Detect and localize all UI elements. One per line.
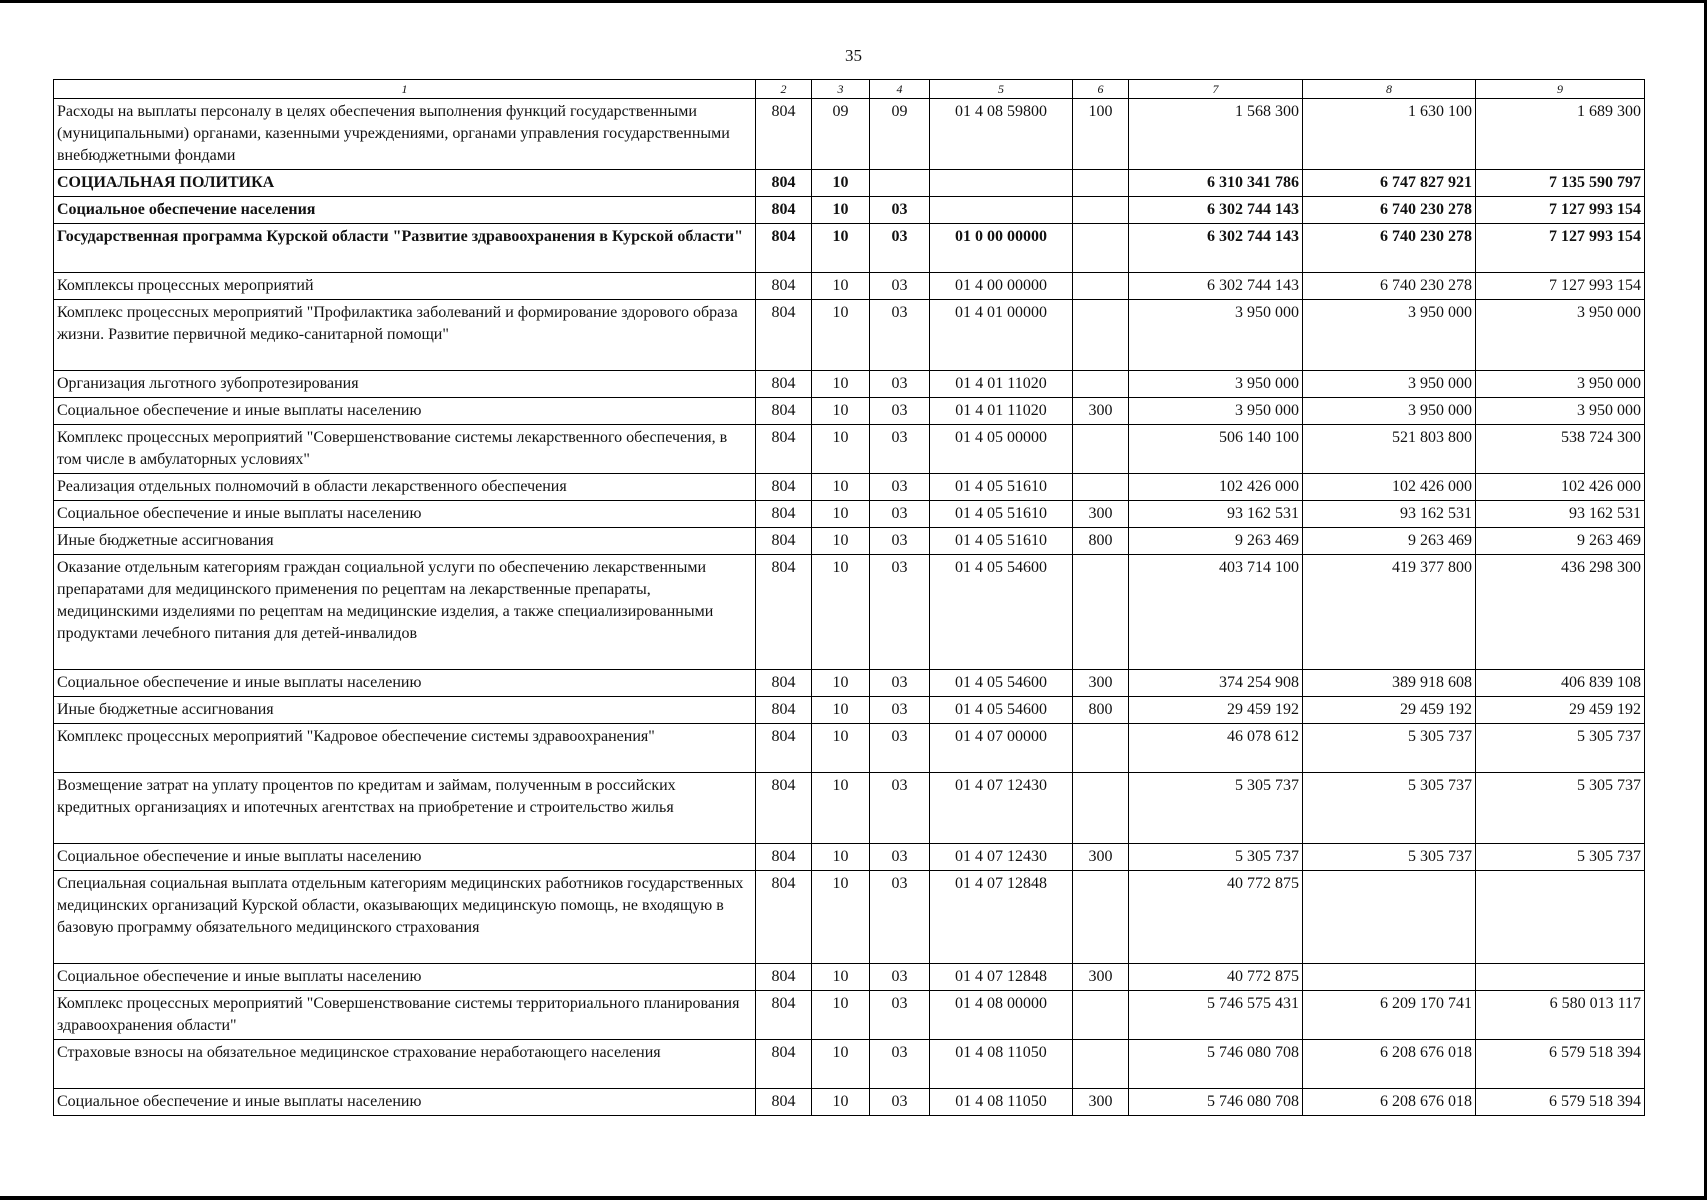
row-name-cell: Иные бюджетные ассигнования xyxy=(54,697,756,724)
row-name-cell: Реализация отдельных полномочий в области лекарственного обеспечения xyxy=(54,474,756,501)
target-article-cell: 01 4 05 54600 xyxy=(930,697,1073,724)
section-code-cell: 10 xyxy=(812,555,870,670)
row-name-cell: Организация льготного зубопротезирования xyxy=(54,371,756,398)
amount-year2-cell xyxy=(1303,964,1476,991)
section-code-cell: 10 xyxy=(812,371,870,398)
table-row xyxy=(54,197,1645,224)
section-code-cell: 10 xyxy=(812,724,870,773)
row-name-cell: Социальное обеспечение и иные выплаты населению xyxy=(54,670,756,697)
expense-type-cell xyxy=(1073,1040,1129,1089)
target-article-cell: 01 4 05 51610 xyxy=(930,474,1073,501)
grbs-code-cell: 804 xyxy=(756,697,812,724)
section-code-cell: 10 xyxy=(812,773,870,844)
expense-type-cell xyxy=(1073,371,1129,398)
amount-year2-cell: 5 305 737 xyxy=(1303,724,1476,773)
table-row xyxy=(54,991,1645,1040)
subsection-code-cell: 03 xyxy=(870,425,930,474)
subsection-code-cell: 03 xyxy=(870,555,930,670)
grbs-code-cell: 804 xyxy=(756,670,812,697)
amount-year3-cell: 9 263 469 xyxy=(1476,528,1645,555)
amount-year2-cell: 6 740 230 278 xyxy=(1303,273,1476,300)
row-name-cell: СОЦИАЛЬНАЯ ПОЛИТИКА xyxy=(54,170,756,197)
table-row xyxy=(54,501,1645,528)
amount-year2-cell: 3 950 000 xyxy=(1303,371,1476,398)
subsection-code-cell: 03 xyxy=(870,474,930,501)
row-name-cell: Социальное обеспечение населения xyxy=(54,197,756,224)
amount-year3-cell: 5 305 737 xyxy=(1476,724,1645,773)
expense-type-cell xyxy=(1073,474,1129,501)
section-code-cell: 10 xyxy=(812,501,870,528)
target-article-cell: 01 4 07 00000 xyxy=(930,724,1073,773)
header-cell: 9 xyxy=(1476,80,1645,99)
expense-type-cell: 300 xyxy=(1073,964,1129,991)
section-code-cell: 09 xyxy=(812,99,870,170)
expense-type-cell: 800 xyxy=(1073,697,1129,724)
amount-year1-cell: 5 305 737 xyxy=(1129,773,1303,844)
table-row xyxy=(54,425,1645,474)
target-article-cell: 01 4 01 11020 xyxy=(930,398,1073,425)
target-article-cell: 01 4 01 11020 xyxy=(930,371,1073,398)
amount-year1-cell: 374 254 908 xyxy=(1129,670,1303,697)
grbs-code-cell: 804 xyxy=(756,964,812,991)
row-name-cell: Комплекс процессных мероприятий "Совершенствование системы территориального планирования здравоохранения области" xyxy=(54,991,756,1040)
amount-year2-cell: 6 747 827 921 xyxy=(1303,170,1476,197)
grbs-code-cell: 804 xyxy=(756,425,812,474)
table-row xyxy=(54,844,1645,871)
amount-year1-cell: 403 714 100 xyxy=(1129,555,1303,670)
table-row xyxy=(54,871,1645,964)
grbs-code-cell: 804 xyxy=(756,197,812,224)
table-row xyxy=(54,99,1645,170)
section-code-cell: 10 xyxy=(812,528,870,555)
grbs-code-cell: 804 xyxy=(756,273,812,300)
subsection-code-cell: 09 xyxy=(870,99,930,170)
target-article-cell: 01 4 05 51610 xyxy=(930,501,1073,528)
scan-edge-top xyxy=(0,0,1707,3)
amount-year2-cell: 3 950 000 xyxy=(1303,398,1476,425)
amount-year1-cell: 5 305 737 xyxy=(1129,844,1303,871)
grbs-code-cell: 804 xyxy=(756,170,812,197)
amount-year3-cell: 102 426 000 xyxy=(1476,474,1645,501)
amount-year1-cell: 46 078 612 xyxy=(1129,724,1303,773)
target-article-cell: 01 4 05 54600 xyxy=(930,670,1073,697)
amount-year2-cell: 419 377 800 xyxy=(1303,555,1476,670)
target-article-cell: 01 4 00 00000 xyxy=(930,273,1073,300)
table-row xyxy=(54,273,1645,300)
section-code-cell: 10 xyxy=(812,697,870,724)
amount-year1-cell: 3 950 000 xyxy=(1129,371,1303,398)
amount-year3-cell: 7 135 590 797 xyxy=(1476,170,1645,197)
amount-year3-cell: 7 127 993 154 xyxy=(1476,273,1645,300)
grbs-code-cell: 804 xyxy=(756,1089,812,1116)
amount-year1-cell: 1 568 300 xyxy=(1129,99,1303,170)
subsection-code-cell: 03 xyxy=(870,224,930,273)
table-row xyxy=(54,300,1645,371)
subsection-code-cell: 03 xyxy=(870,871,930,964)
row-name-cell: Оказание отдельным категориям граждан социальной услуги по обеспечению лекарственными препаратами для медицинского применения по рецептам на лекарственные препараты, медицинскими изделиями по рецептам на медицинские изделия, а также специализированными продуктами лечебного питания для детей-инвалидов xyxy=(54,555,756,670)
header-cell: 2 xyxy=(756,80,812,99)
amount-year3-cell: 436 298 300 xyxy=(1476,555,1645,670)
table-row xyxy=(54,170,1645,197)
table-row xyxy=(54,528,1645,555)
expense-type-cell: 300 xyxy=(1073,844,1129,871)
grbs-code-cell: 804 xyxy=(756,300,812,371)
section-code-cell: 10 xyxy=(812,1089,870,1116)
amount-year3-cell: 29 459 192 xyxy=(1476,697,1645,724)
section-code-cell: 10 xyxy=(812,844,870,871)
amount-year2-cell xyxy=(1303,871,1476,964)
subsection-code-cell: 03 xyxy=(870,991,930,1040)
amount-year2-cell: 521 803 800 xyxy=(1303,425,1476,474)
grbs-code-cell: 804 xyxy=(756,773,812,844)
table-header-row xyxy=(54,80,1645,99)
table-row xyxy=(54,398,1645,425)
subsection-code-cell: 03 xyxy=(870,1040,930,1089)
section-code-cell: 10 xyxy=(812,300,870,371)
subsection-code-cell: 03 xyxy=(870,844,930,871)
section-code-cell: 10 xyxy=(812,425,870,474)
amount-year1-cell: 29 459 192 xyxy=(1129,697,1303,724)
expense-type-cell: 300 xyxy=(1073,501,1129,528)
amount-year1-cell: 9 263 469 xyxy=(1129,528,1303,555)
expense-type-cell: 300 xyxy=(1073,398,1129,425)
row-name-cell: Социальное обеспечение и иные выплаты населению xyxy=(54,844,756,871)
amount-year2-cell: 6 208 676 018 xyxy=(1303,1040,1476,1089)
amount-year1-cell: 40 772 875 xyxy=(1129,871,1303,964)
section-code-cell: 10 xyxy=(812,224,870,273)
amount-year1-cell: 93 162 531 xyxy=(1129,501,1303,528)
grbs-code-cell: 804 xyxy=(756,1040,812,1089)
header-cell: 6 xyxy=(1073,80,1129,99)
target-article-cell: 01 4 01 00000 xyxy=(930,300,1073,371)
subsection-code-cell: 03 xyxy=(870,724,930,773)
amount-year2-cell: 9 263 469 xyxy=(1303,528,1476,555)
subsection-code-cell: 03 xyxy=(870,964,930,991)
header-cell: 3 xyxy=(812,80,870,99)
subsection-code-cell: 03 xyxy=(870,197,930,224)
header-cell: 1 xyxy=(54,80,756,99)
target-article-cell: 01 4 07 12848 xyxy=(930,871,1073,964)
amount-year1-cell: 5 746 080 708 xyxy=(1129,1089,1303,1116)
target-article-cell: 01 4 07 12430 xyxy=(930,773,1073,844)
amount-year2-cell: 6 740 230 278 xyxy=(1303,224,1476,273)
target-article-cell: 01 4 07 12848 xyxy=(930,964,1073,991)
target-article-cell xyxy=(930,197,1073,224)
header-cell: 7 xyxy=(1129,80,1303,99)
expense-type-cell xyxy=(1073,724,1129,773)
expense-type-cell xyxy=(1073,425,1129,474)
amount-year1-cell: 5 746 575 431 xyxy=(1129,991,1303,1040)
amount-year1-cell: 6 302 744 143 xyxy=(1129,273,1303,300)
target-article-cell: 01 4 05 51610 xyxy=(930,528,1073,555)
amount-year3-cell: 93 162 531 xyxy=(1476,501,1645,528)
scan-edge-bottom xyxy=(0,1196,1707,1200)
amount-year3-cell: 5 305 737 xyxy=(1476,844,1645,871)
amount-year2-cell: 5 305 737 xyxy=(1303,844,1476,871)
expense-type-cell xyxy=(1073,991,1129,1040)
section-code-cell: 10 xyxy=(812,273,870,300)
section-code-cell: 10 xyxy=(812,871,870,964)
row-name-cell: Государственная программа Курской области "Развитие здравоохранения в Курской области" xyxy=(54,224,756,273)
header-cell: 8 xyxy=(1303,80,1476,99)
target-article-cell: 01 4 05 00000 xyxy=(930,425,1073,474)
amount-year3-cell: 538 724 300 xyxy=(1476,425,1645,474)
row-name-cell: Комплексы процессных мероприятий xyxy=(54,273,756,300)
subsection-code-cell xyxy=(870,170,930,197)
row-name-cell: Расходы на выплаты персоналу в целях обеспечения выполнения функций государственными (муниципальными) органами, казенными учреждениями, органами управления государственными внебюджетными фондами xyxy=(54,99,756,170)
subsection-code-cell: 03 xyxy=(870,398,930,425)
table-row xyxy=(54,697,1645,724)
amount-year3-cell: 3 950 000 xyxy=(1476,300,1645,371)
amount-year3-cell: 6 580 013 117 xyxy=(1476,991,1645,1040)
amount-year3-cell xyxy=(1476,871,1645,964)
section-code-cell: 10 xyxy=(812,197,870,224)
expense-type-cell xyxy=(1073,273,1129,300)
grbs-code-cell: 804 xyxy=(756,871,812,964)
table-row xyxy=(54,1089,1645,1116)
amount-year3-cell: 5 305 737 xyxy=(1476,773,1645,844)
target-article-cell: 01 4 05 54600 xyxy=(930,555,1073,670)
table-row xyxy=(54,773,1645,844)
amount-year1-cell: 3 950 000 xyxy=(1129,300,1303,371)
grbs-code-cell: 804 xyxy=(756,398,812,425)
header-cell: 4 xyxy=(870,80,930,99)
page-number: 35 xyxy=(845,46,862,65)
subsection-code-cell: 03 xyxy=(870,773,930,844)
expense-type-cell: 300 xyxy=(1073,1089,1129,1116)
amount-year3-cell: 6 579 518 394 xyxy=(1476,1089,1645,1116)
amount-year2-cell: 1 630 100 xyxy=(1303,99,1476,170)
expense-type-cell xyxy=(1073,224,1129,273)
amount-year3-cell: 1 689 300 xyxy=(1476,99,1645,170)
amount-year2-cell: 93 162 531 xyxy=(1303,501,1476,528)
table-row xyxy=(54,964,1645,991)
amount-year3-cell: 406 839 108 xyxy=(1476,670,1645,697)
target-article-cell: 01 4 08 11050 xyxy=(930,1040,1073,1089)
target-article-cell: 01 4 08 59800 xyxy=(930,99,1073,170)
row-name-cell: Комплекс процессных мероприятий "Кадровое обеспечение системы здравоохранения" xyxy=(54,724,756,773)
expense-type-cell: 300 xyxy=(1073,670,1129,697)
amount-year3-cell: 3 950 000 xyxy=(1476,398,1645,425)
amount-year3-cell: 3 950 000 xyxy=(1476,371,1645,398)
subsection-code-cell: 03 xyxy=(870,1089,930,1116)
subsection-code-cell: 03 xyxy=(870,371,930,398)
amount-year1-cell: 102 426 000 xyxy=(1129,474,1303,501)
expense-type-cell xyxy=(1073,300,1129,371)
section-code-cell: 10 xyxy=(812,991,870,1040)
grbs-code-cell: 804 xyxy=(756,474,812,501)
subsection-code-cell: 03 xyxy=(870,528,930,555)
amount-year2-cell: 6 208 676 018 xyxy=(1303,1089,1476,1116)
amount-year1-cell: 6 310 341 786 xyxy=(1129,170,1303,197)
subsection-code-cell: 03 xyxy=(870,697,930,724)
row-name-cell: Комплекс процессных мероприятий "Совершенствование системы лекарственного обеспечения, в том числе в амбулаторных условиях" xyxy=(54,425,756,474)
target-article-cell: 01 4 08 11050 xyxy=(930,1089,1073,1116)
header-cell: 5 xyxy=(930,80,1073,99)
expense-type-cell xyxy=(1073,871,1129,964)
amount-year1-cell: 40 772 875 xyxy=(1129,964,1303,991)
amount-year2-cell: 3 950 000 xyxy=(1303,300,1476,371)
grbs-code-cell: 804 xyxy=(756,99,812,170)
expense-type-cell xyxy=(1073,197,1129,224)
amount-year2-cell: 102 426 000 xyxy=(1303,474,1476,501)
subsection-code-cell: 03 xyxy=(870,300,930,371)
amount-year1-cell: 3 950 000 xyxy=(1129,398,1303,425)
row-name-cell: Комплекс процессных мероприятий "Профилактика заболеваний и формирование здорового образа жизни. Развитие первичной медико-санитарной помощи" xyxy=(54,300,756,371)
subsection-code-cell: 03 xyxy=(870,501,930,528)
target-article-cell xyxy=(930,170,1073,197)
amount-year3-cell: 7 127 993 154 xyxy=(1476,197,1645,224)
row-name-cell: Социальное обеспечение и иные выплаты населению xyxy=(54,1089,756,1116)
amount-year3-cell: 6 579 518 394 xyxy=(1476,1040,1645,1089)
section-code-cell: 10 xyxy=(812,398,870,425)
expense-type-cell: 100 xyxy=(1073,99,1129,170)
grbs-code-cell: 804 xyxy=(756,371,812,398)
subsection-code-cell: 03 xyxy=(870,670,930,697)
budget-table xyxy=(53,79,1645,1116)
section-code-cell: 10 xyxy=(812,474,870,501)
row-name-cell: Социальное обеспечение и иные выплаты населению xyxy=(54,501,756,528)
amount-year1-cell: 6 302 744 143 xyxy=(1129,197,1303,224)
amount-year3-cell xyxy=(1476,964,1645,991)
table-row xyxy=(54,224,1645,273)
expense-type-cell xyxy=(1073,555,1129,670)
amount-year2-cell: 5 305 737 xyxy=(1303,773,1476,844)
section-code-cell: 10 xyxy=(812,964,870,991)
table-row xyxy=(54,1040,1645,1089)
grbs-code-cell: 804 xyxy=(756,501,812,528)
row-name-cell: Социальное обеспечение и иные выплаты населению xyxy=(54,964,756,991)
section-code-cell: 10 xyxy=(812,1040,870,1089)
row-name-cell: Иные бюджетные ассигнования xyxy=(54,528,756,555)
table-row xyxy=(54,670,1645,697)
section-code-cell: 10 xyxy=(812,670,870,697)
target-article-cell: 01 4 08 00000 xyxy=(930,991,1073,1040)
row-name-cell: Специальная социальная выплата отдельным категориям медицинских работников государственных медицинских организаций Курской области, оказывающих медицинскую помощь, не входящую в базовую программу обязательного медицинского страхования xyxy=(54,871,756,964)
expense-type-cell xyxy=(1073,170,1129,197)
subsection-code-cell: 03 xyxy=(870,273,930,300)
expense-type-cell xyxy=(1073,773,1129,844)
table-row xyxy=(54,371,1645,398)
grbs-code-cell: 804 xyxy=(756,724,812,773)
amount-year2-cell: 29 459 192 xyxy=(1303,697,1476,724)
table-row xyxy=(54,474,1645,501)
target-article-cell: 01 0 00 00000 xyxy=(930,224,1073,273)
table-row xyxy=(54,724,1645,773)
grbs-code-cell: 804 xyxy=(756,844,812,871)
section-code-cell: 10 xyxy=(812,170,870,197)
grbs-code-cell: 804 xyxy=(756,991,812,1040)
amount-year2-cell: 389 918 608 xyxy=(1303,670,1476,697)
grbs-code-cell: 804 xyxy=(756,528,812,555)
row-name-cell: Страховые взносы на обязательное медицинское страхование неработающего населения xyxy=(54,1040,756,1089)
amount-year2-cell: 6 740 230 278 xyxy=(1303,197,1476,224)
expense-type-cell: 800 xyxy=(1073,528,1129,555)
row-name-cell: Социальное обеспечение и иные выплаты населению xyxy=(54,398,756,425)
grbs-code-cell: 804 xyxy=(756,224,812,273)
grbs-code-cell: 804 xyxy=(756,555,812,670)
target-article-cell: 01 4 07 12430 xyxy=(930,844,1073,871)
row-name-cell: Возмещение затрат на уплату процентов по кредитам и займам, полученным в российских кредитных организациях и ипотечных агентствах на приобретение и строительство жилья xyxy=(54,773,756,844)
amount-year2-cell: 6 209 170 741 xyxy=(1303,991,1476,1040)
amount-year1-cell: 5 746 080 708 xyxy=(1129,1040,1303,1089)
amount-year1-cell: 506 140 100 xyxy=(1129,425,1303,474)
amount-year1-cell: 6 302 744 143 xyxy=(1129,224,1303,273)
table-row xyxy=(54,555,1645,670)
amount-year3-cell: 7 127 993 154 xyxy=(1476,224,1645,273)
